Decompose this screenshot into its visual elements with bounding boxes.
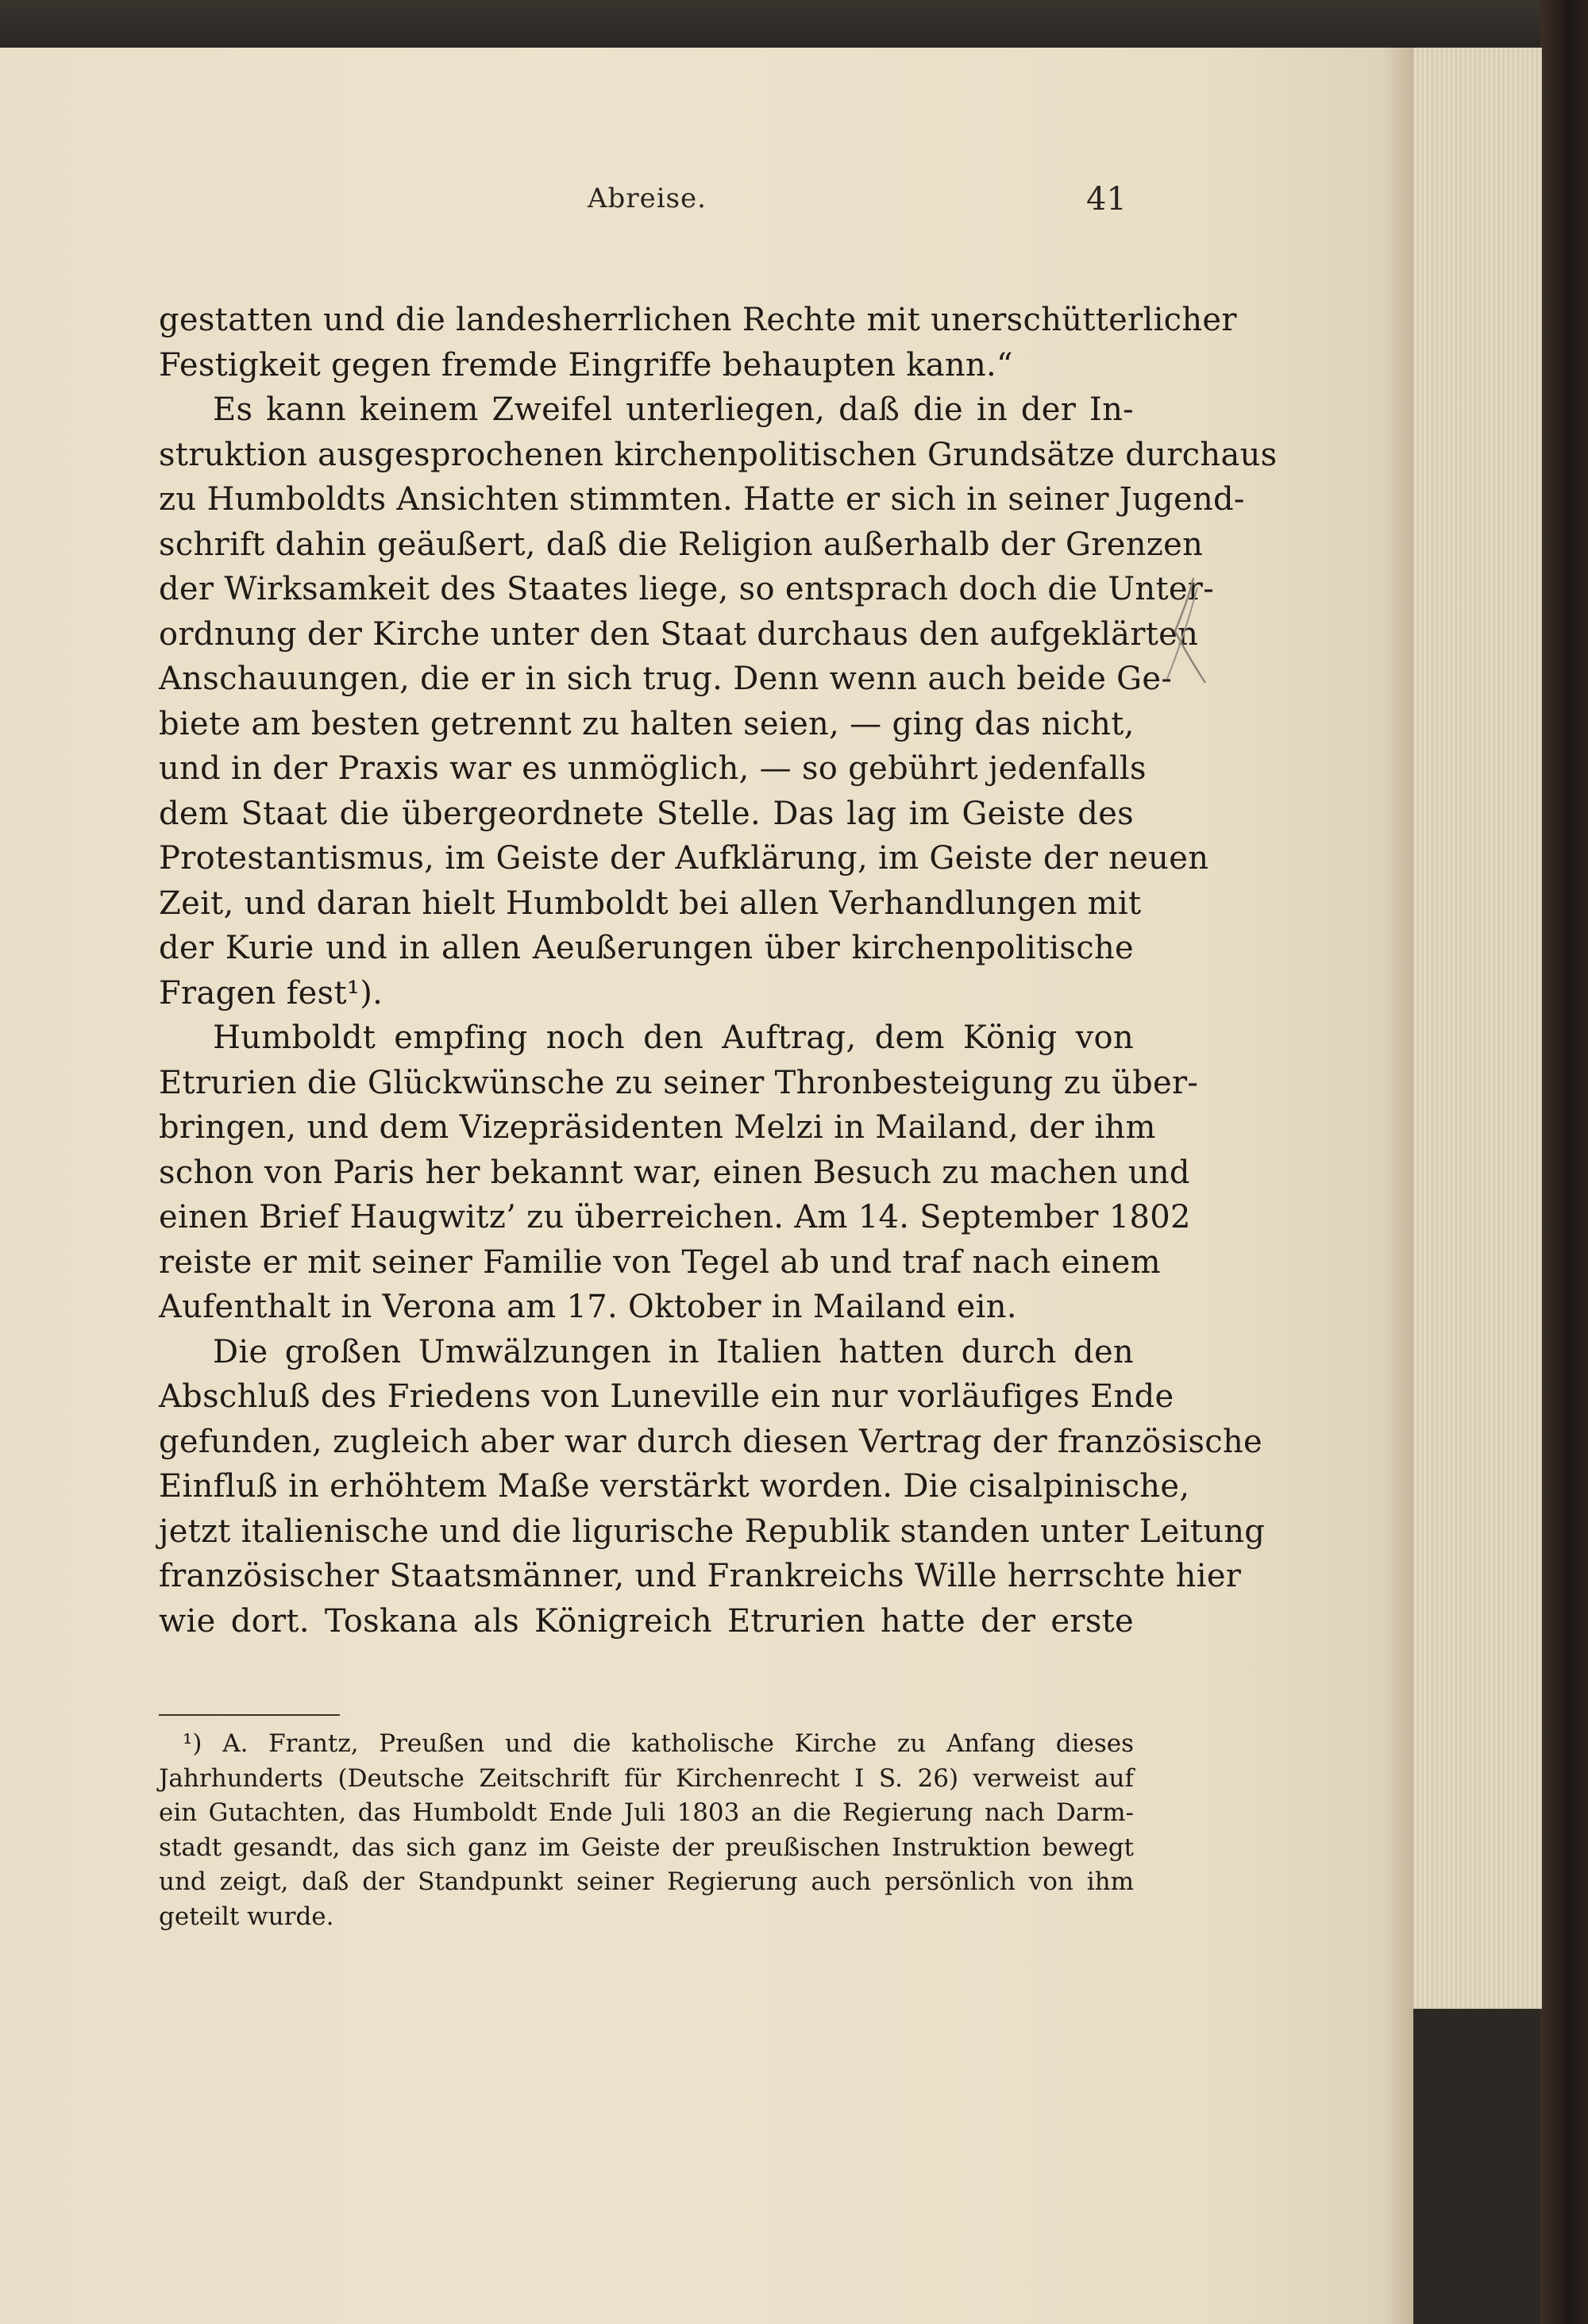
text-line: und in der Praxis war es unmöglich, — so gebührt jedenfalls: [159, 750, 1147, 787]
footnote-line: stadt gesandt, das sich ganz im Geiste der preußischen Instruktion bewegt: [159, 1833, 1134, 1862]
body-text: [159, 298, 1278, 1644]
text-line: jetzt italienische und die ligurische Republik standen unter Leitung: [159, 1513, 1266, 1550]
running-head: Abreise.: [588, 183, 707, 214]
text-line: Humboldt empfing noch den Auftrag, dem König von: [213, 1019, 1134, 1056]
footnote-line: Jahrhunderts (Deutsche Zeitschrift für Kirchenrecht I S. 26) verweist auf: [159, 1763, 1134, 1793]
text-line: Einfluß in erhöhtem Maße verstärkt worden. Die cisalpinische,: [159, 1468, 1190, 1505]
text-line: gefunden, zugleich aber war durch diesen Vertrag der französische: [159, 1423, 1263, 1460]
text-line: gestatten und die landesherrlichen Rechte mit unerschütterlicher: [159, 302, 1237, 338]
text-line: Protestantismus, im Geiste der Aufklärung, im Geiste der neuen: [159, 840, 1209, 877]
page-number: 41: [1086, 181, 1127, 218]
text-line: struktion ausgesprochenen kirchenpolitischen Grundsätze durchaus: [159, 436, 1278, 473]
text-line: der Wirksamkeit des Staates liege, so entsprach doch die Unter-: [159, 571, 1215, 607]
text-line: bringen, und dem Vizepräsidenten Melzi in Mailand, der ihm: [159, 1109, 1156, 1146]
footnote-rule: [159, 1714, 340, 1716]
text-line: Es kann keinem Zweifel unterliegen, daß die in der In-: [213, 391, 1134, 428]
text-line: schrift dahin geäußert, daß die Religion außerhalb der Grenzen: [159, 526, 1204, 563]
text-line: wie dort. Toskana als Königreich Etrurien hatte der erste: [159, 1602, 1134, 1640]
text-line: der Kurie und in allen Aeußerungen über kirchenpolitische: [159, 930, 1134, 966]
text-line: dem Staat die übergeordnete Stelle. Das lag im Geiste des: [159, 795, 1134, 832]
text-line: Zeit, und daran hielt Humboldt bei allen Verhandlungen mit: [159, 885, 1142, 922]
text-line: Aufenthalt in Verona am 17. Oktober in Mailand ein.: [159, 1289, 1017, 1325]
footnotes: [159, 1727, 1134, 1934]
text-line: Etrurien die Glückwünsche zu seiner Thronbesteigung zu über-: [159, 1064, 1199, 1101]
footnote-line: ¹) A. Frantz, Preußen und die katholische Kirche zu Anfang dieses: [183, 1729, 1134, 1758]
page-stack-edge: [1409, 48, 1542, 2009]
footnote-line: ein Gutachten, das Humboldt Ende Juli 1803 an die Regierung nach Darm-: [159, 1798, 1134, 1827]
text-line: zu Humboldts Ansichten stimmten. Hatte er sich in seiner Jugend-: [159, 481, 1245, 518]
text-line: ordnung der Kirche unter den Staat durchaus den aufgeklärten: [159, 615, 1199, 653]
text-line: französischer Staatsmänner, und Frankreichs Wille herrschte hier: [159, 1558, 1242, 1594]
text-line: schon von Paris her bekannt war, einen Besuch zu machen und: [159, 1154, 1190, 1191]
text-line: Festigkeit gegen fremde Eingriffe behaupten kann.“: [159, 346, 1013, 383]
text-line: Anschauungen, die er in sich trug. Denn wenn auch beide Ge-: [159, 661, 1173, 697]
footnote-line: und zeigt, daß der Standpunkt seiner Regierung auch persönlich von ihm: [159, 1867, 1134, 1896]
text-line: biete am besten getrennt zu halten seien, — ging das nicht,: [159, 705, 1135, 742]
text-line: reiste er mit seiner Familie von Tegel ab und traf nach einem: [159, 1243, 1161, 1281]
book-cover-spine-edge: [1540, 0, 1588, 2324]
pencil-margin-mark-icon: [1158, 572, 1213, 691]
text-line: einen Brief Haugwitz’ zu überreichen. Am 14. September 1802: [159, 1199, 1191, 1235]
text-line: Die großen Umwälzungen in Italien hatten durch den: [213, 1333, 1134, 1370]
footnote-line: geteilt wurde.: [159, 1902, 334, 1931]
text-line: Abschluß des Friedens von Luneville ein nur vorläufiges Ende: [159, 1378, 1174, 1415]
text-line: Fragen fest¹).: [159, 974, 384, 1012]
